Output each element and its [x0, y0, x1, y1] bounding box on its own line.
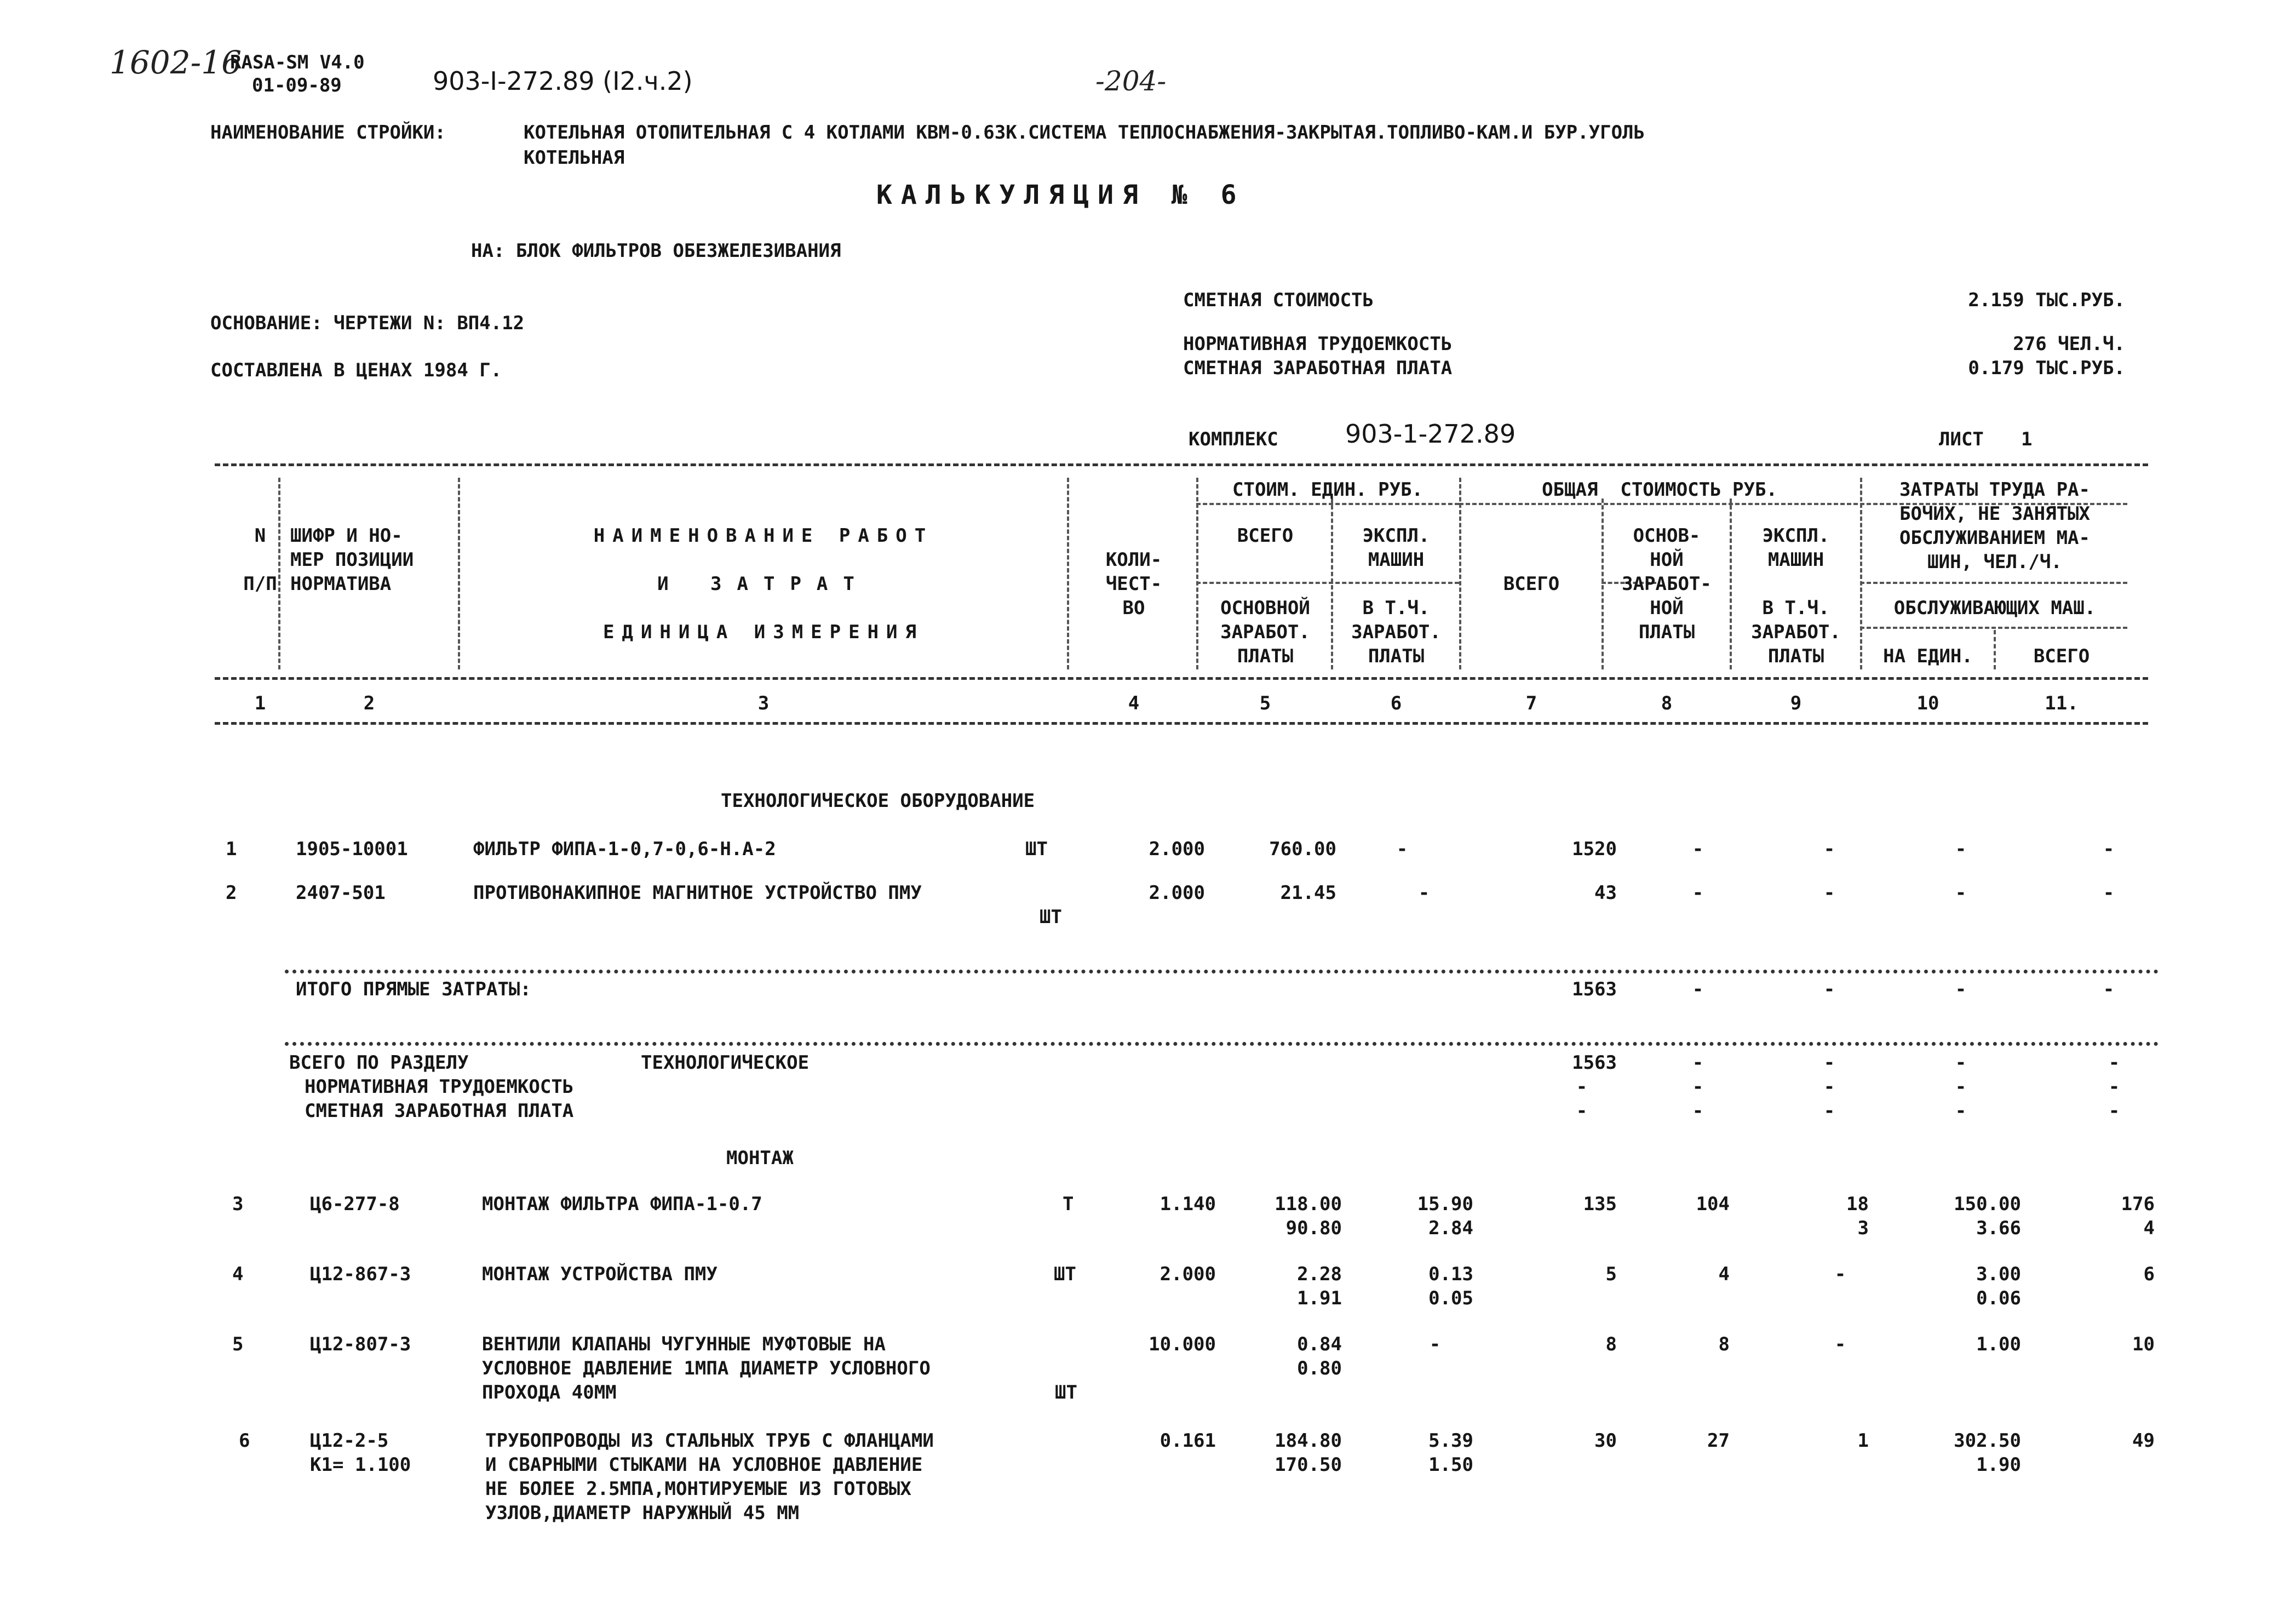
row6-c5a: 184.80 — [1275, 1430, 1342, 1452]
column-number-rule — [215, 722, 2148, 725]
row1-unit: ШТ — [1025, 838, 1048, 860]
row2-code: 2407-501 — [296, 882, 386, 904]
row3-c10b: 3.66 — [1976, 1217, 2021, 1239]
row3-c9b: 3 — [1857, 1217, 1869, 1239]
dotted-separator — [285, 1042, 2159, 1046]
table-top-rule — [215, 463, 2148, 466]
labor-row-c8: - — [1692, 1076, 1704, 1098]
table-header-rule — [215, 677, 2148, 680]
prices-year: СОСТАВЛЕНА В ЦЕНАХ 1984 Г. — [210, 359, 502, 381]
basis: ОСНОВАНИЕ: ЧЕРТЕЖИ N: ВП4.12 — [210, 312, 525, 334]
row1-qty: 2.000 — [1149, 838, 1205, 860]
row1-c8: - — [1692, 838, 1704, 860]
row1-c6: - — [1396, 838, 1408, 860]
col10-head: НА ЕДИН. — [1883, 645, 1973, 667]
wage-row-c10: - — [1955, 1100, 1967, 1122]
col-number: 2 — [363, 692, 375, 714]
row4-c9: - — [1834, 1263, 1846, 1285]
row4-c6b: 0.05 — [1428, 1287, 1473, 1309]
section-total-c10: - — [1955, 1052, 1967, 1074]
row5-unit: ШТ — [1055, 1382, 1077, 1404]
col3-head-2: И ЗАТРАТ — [657, 573, 870, 595]
col11-head: ВСЕГО — [2033, 645, 2090, 667]
col-number: 11. — [2045, 692, 2079, 714]
row3-c9a: 18 — [1846, 1193, 1869, 1215]
row4-c11: 6 — [2143, 1263, 2155, 1285]
row1-c10: - — [1955, 838, 1967, 860]
total-cost-group: ОБЩАЯ СТОИМОСТЬ РУБ. — [1542, 479, 1777, 501]
row3-c8: 104 — [1696, 1193, 1730, 1215]
col6-head-1: ЭКСПЛ. — [1362, 525, 1430, 547]
direct-total-c9: - — [1823, 978, 1835, 1000]
row1-code: 1905-10001 — [296, 838, 408, 860]
row6-n: 6 — [239, 1430, 250, 1452]
row2-c10: - — [1955, 882, 1967, 904]
row2-qty: 2.000 — [1149, 882, 1205, 904]
row1-c7: 1520 — [1572, 838, 1617, 860]
row6-c6b: 1.50 — [1428, 1454, 1473, 1476]
row5-c7: 8 — [1605, 1333, 1617, 1355]
row6-code-1: Ц12-2-5 — [310, 1430, 389, 1452]
row2-unit: ШТ — [1040, 906, 1062, 928]
row4-name: МОНТАЖ УСТРОЙСТВА ПМУ — [482, 1263, 718, 1285]
row6-c7: 30 — [1594, 1430, 1617, 1452]
labor-row-c10: - — [1955, 1076, 1967, 1098]
object-line: НА: БЛОК ФИЛЬТРОВ ОБЕЗЖЕЛЕЗИВАНИЯ — [471, 240, 841, 262]
col6-head-3: В Т.Ч. — [1362, 597, 1430, 619]
dotted-separator — [285, 970, 2159, 973]
unit-cost-group: СТОИМ. ЕДИН. РУБ. — [1232, 479, 1423, 501]
row4-c6a: 0.13 — [1428, 1263, 1473, 1285]
labor-line-label: НОРМАТИВНАЯ ТРУДОЕМКОСТЬ — [305, 1076, 574, 1098]
labor-group-3: ОБСЛУЖИВАНИЕМ МА- — [1899, 527, 2090, 549]
col4-head-2: ЧЕСТ- — [1105, 573, 1162, 595]
group-rule — [1860, 582, 2127, 584]
col-number: 10 — [1916, 692, 1939, 714]
col8-head-4: НОЙ — [1650, 597, 1684, 619]
row3-c7: 135 — [1583, 1193, 1617, 1215]
col4-head-1: КОЛИ- — [1105, 549, 1162, 571]
row3-c6b: 2.84 — [1428, 1217, 1473, 1239]
complex-value: 903-1-272.89 — [1345, 419, 1516, 449]
row1-c5: 760.00 — [1269, 838, 1336, 860]
row4-n: 4 — [232, 1263, 244, 1285]
labor-group-4: ШИН, ЧЕЛ./Ч. — [1927, 551, 2062, 573]
row6-c5b: 170.50 — [1275, 1454, 1342, 1476]
row6-c10a: 302.50 — [1954, 1430, 2021, 1452]
col-divider — [1196, 478, 1198, 669]
row6-name-3: НЕ БОЛЕЕ 2.5МПА,МОНТИРУЕМЫЕ ИЗ ГОТОВЫХ — [485, 1478, 911, 1500]
col1-head-1: N — [254, 525, 266, 547]
col-number: 5 — [1259, 692, 1271, 714]
labor-row-c9: - — [1823, 1076, 1835, 1098]
row3-code: Ц6-277-8 — [310, 1193, 400, 1215]
row5-c6: - — [1429, 1333, 1441, 1355]
section-total-name: ТЕХНОЛОГИЧЕСКОЕ — [641, 1052, 810, 1074]
row1-c11: - — [2103, 838, 2115, 860]
col-number: 4 — [1128, 692, 1140, 714]
group-rule — [1196, 503, 1459, 505]
row3-name: МОНТАЖ ФИЛЬТРА ФИПА-1-0.7 — [482, 1193, 762, 1215]
direct-total-c8: - — [1692, 978, 1704, 1000]
row4-c5a: 2.28 — [1297, 1263, 1342, 1285]
row4-unit: ШТ — [1054, 1263, 1076, 1285]
row5-code: Ц12-807-3 — [310, 1333, 411, 1355]
print-date: 01-09-89 — [252, 75, 342, 96]
wage-label: СМЕТНАЯ ЗАРАБОТНАЯ ПЛАТА — [1183, 357, 1453, 379]
program-version: RASA-SM V4.0 — [230, 51, 365, 73]
col5-head-1: ВСЕГО — [1237, 525, 1294, 547]
sheet-label: ЛИСТ — [1939, 428, 1984, 450]
col-number: 8 — [1661, 692, 1673, 714]
row5-qty: 10.000 — [1149, 1333, 1216, 1355]
row3-c5a: 118.00 — [1275, 1193, 1342, 1215]
estimate-cost-value: 2.159 ТЫС.РУБ. — [1968, 289, 2125, 311]
labor-value: 276 ЧЕЛ.Ч. — [2013, 333, 2125, 355]
col1-head-2: П/П — [243, 573, 277, 595]
direct-total-c10: - — [1955, 978, 1967, 1000]
col2-head-2: МЕР ПОЗИЦИИ — [290, 549, 414, 571]
labor-group-1: ЗАТРАТЫ ТРУДА РА- — [1899, 479, 2090, 501]
col9-head-3: В Т.Ч. — [1762, 597, 1830, 619]
row2-c11: - — [2103, 882, 2115, 904]
wage-line-label: СМЕТНАЯ ЗАРАБОТНАЯ ПЛАТА — [305, 1100, 574, 1122]
section2-title: МОНТАЖ — [726, 1147, 794, 1169]
col4-head-3: ВО — [1122, 597, 1145, 619]
row4-code: Ц12-867-3 — [310, 1263, 411, 1285]
construction-name-line2: КОТЕЛЬНАЯ — [524, 147, 625, 169]
col3-head-1: НАИМЕНОВАНИЕ РАБОТ — [593, 525, 934, 547]
row4-c7: 5 — [1605, 1263, 1617, 1285]
row5-c10: 1.00 — [1976, 1333, 2021, 1355]
wage-row-c9: - — [1823, 1100, 1835, 1122]
direct-total-c7: 1563 — [1572, 978, 1617, 1000]
row1-c9: - — [1823, 838, 1835, 860]
direct-total-label: ИТОГО ПРЯМЫЕ ЗАТРАТЫ: — [296, 978, 531, 1000]
row4-c10b: 0.06 — [1976, 1287, 2021, 1309]
col9-head-2: МАШИН — [1767, 549, 1824, 571]
col6-head-2: МАШИН — [1368, 549, 1425, 571]
col8-head-3: ЗАРАБОТ- — [1622, 573, 1712, 595]
col-number: 3 — [757, 692, 770, 714]
estimate-cost-label: СМЕТНАЯ СТОИМОСТЬ — [1183, 289, 1374, 311]
row5-n: 5 — [232, 1333, 244, 1355]
section1-title: ТЕХНОЛОГИЧЕСКОЕ ОБОРУДОВАНИЕ — [721, 790, 1035, 812]
row3-n: 3 — [232, 1193, 244, 1215]
complex-label: КОМПЛЕКС — [1189, 428, 1278, 450]
project-code: 903-I-272.89 (I2.ч.2) — [433, 66, 693, 96]
row2-c9: - — [1823, 882, 1835, 904]
section-total-c7: 1563 — [1572, 1052, 1617, 1074]
row5-c11: 10 — [2132, 1333, 2155, 1355]
handwritten-number: 1602-16 — [110, 44, 242, 81]
row6-name-1: ТРУБОПРОВОДЫ ИЗ СТАЛЬНЫХ ТРУБ С ФЛАНЦАМИ — [485, 1430, 934, 1452]
row4-qty: 2.000 — [1160, 1263, 1216, 1285]
row6-name-4: УЗЛОВ,ДИАМЕТР НАРУЖНЫЙ 45 ММ — [485, 1502, 800, 1524]
wage-value: 0.179 ТЫС.РУБ. — [1968, 357, 2125, 379]
row5-name-2: УСЛОВНОЕ ДАВЛЕНИЕ 1МПА ДИАМЕТР УСЛОВНОГО — [482, 1357, 931, 1379]
col8-head-2: НОЙ — [1650, 549, 1684, 571]
col6-head-4: ЗАРАБОТ. — [1351, 621, 1441, 643]
wage-row-c7: - — [1576, 1100, 1588, 1122]
row6-qty: 0.161 — [1160, 1430, 1216, 1452]
row2-c6: - — [1418, 882, 1430, 904]
labor-label: НОРМАТИВНАЯ ТРУДОЕМКОСТЬ — [1183, 333, 1453, 355]
row6-c8: 27 — [1707, 1430, 1730, 1452]
row1-name: ФИЛЬТР ФИПА-1-0,7-0,6-Н.А-2 — [473, 838, 776, 860]
direct-total-c11: - — [2103, 978, 2115, 1000]
col-number: 9 — [1790, 692, 1802, 714]
row6-c11: 49 — [2132, 1430, 2155, 1452]
row5-c5b: 0.80 — [1297, 1357, 1342, 1379]
page-number: -204- — [1095, 65, 1167, 97]
row5-name-1: ВЕНТИЛИ КЛАПАНЫ ЧУГУННЫЕ МУФТОВЫЕ НА — [482, 1333, 886, 1355]
row6-code-2: К1= 1.100 — [310, 1454, 411, 1476]
row2-c8: - — [1692, 882, 1704, 904]
row6-c6a: 5.39 — [1428, 1430, 1473, 1452]
row5-c9: - — [1834, 1333, 1846, 1355]
row6-c9: 1 — [1857, 1430, 1869, 1452]
section-total-c8: - — [1692, 1052, 1704, 1074]
col3-head-3: ЕДИНИЦА ИЗМЕРЕНИЯ — [603, 621, 924, 643]
col-number: 6 — [1390, 692, 1402, 714]
row6-c10b: 1.90 — [1976, 1454, 2021, 1476]
wage-row-c11: - — [2108, 1100, 2120, 1122]
col5-head-3: ЗАРАБОТ. — [1220, 621, 1310, 643]
document-title: КАЛЬКУЛЯЦИЯ № 6 — [876, 180, 1245, 210]
col-number: 1 — [254, 692, 266, 714]
col-number: 7 — [1525, 692, 1537, 714]
row3-c10a: 150.00 — [1954, 1193, 2021, 1215]
col5-head-4: ПЛАТЫ — [1237, 645, 1294, 667]
col-divider — [1067, 478, 1069, 669]
row2-n: 2 — [226, 882, 237, 904]
row3-c5b: 90.80 — [1285, 1217, 1342, 1239]
row5-c5a: 0.84 — [1297, 1333, 1342, 1355]
row4-c5b: 1.91 — [1297, 1287, 1342, 1309]
row4-c10a: 3.00 — [1976, 1263, 2021, 1285]
construction-name-line1: КОТЕЛЬНАЯ ОТОПИТЕЛЬНАЯ С 4 КОТЛАМИ КВМ-0.63К.СИСТЕМА ТЕПЛОСНАБЖЕНИЯ-ЗАКРЫТАЯ.ТОПЛИВО-КАМ.И БУР.УГОЛЬ — [524, 122, 1645, 144]
col9-head-5: ПЛАТЫ — [1767, 645, 1824, 667]
col2-head-1: ШИФР И НО- — [290, 525, 403, 547]
section-total-c9: - — [1823, 1052, 1835, 1074]
col7-head-1: ВСЕГО — [1503, 573, 1560, 595]
row6-name-2: И СВАРНЫМИ СТЫКАМИ НА УСЛОВНОЕ ДАВЛЕНИЕ — [485, 1454, 923, 1476]
row3-c6a: 15.90 — [1417, 1193, 1473, 1215]
row3-c11b: 4 — [2143, 1217, 2155, 1239]
col8-head-1: ОСНОВ- — [1633, 525, 1701, 547]
wage-row-c8: - — [1692, 1100, 1704, 1122]
row2-c7: 43 — [1594, 882, 1617, 904]
row5-name-3: ПРОХОДА 40ММ — [482, 1382, 617, 1404]
labor-group-2: БОЧИХ, НЕ ЗАНЯТЫХ — [1899, 503, 2090, 525]
row5-c8: 8 — [1718, 1333, 1730, 1355]
section-total-label: ВСЕГО ПО РАЗДЕЛУ — [289, 1052, 469, 1074]
row3-c11a: 176 — [2121, 1193, 2155, 1215]
col9-head-4: ЗАРАБОТ. — [1751, 621, 1841, 643]
col2-head-3: НОРМАТИВА — [290, 573, 392, 595]
row3-unit: Т — [1063, 1193, 1074, 1215]
row3-qty: 1.140 — [1160, 1193, 1216, 1215]
col6-head-5: ПЛАТЫ — [1368, 645, 1425, 667]
section-total-c11: - — [2108, 1052, 2120, 1074]
col8-head-5: ПЛАТЫ — [1638, 621, 1695, 643]
labor-service: ОБСЛУЖИВАЮЩИХ МАШ. — [1893, 597, 2096, 619]
construction-label: НАИМЕНОВАНИЕ СТРОЙКИ: — [210, 122, 446, 144]
group-rule — [1860, 627, 2127, 629]
col9-head-1: ЭКСПЛ. — [1762, 525, 1830, 547]
row2-c5: 21.45 — [1280, 882, 1336, 904]
group-rule — [1196, 582, 1459, 584]
row4-c8: 4 — [1718, 1263, 1730, 1285]
col5-head-2: ОСНОВНОЙ — [1220, 597, 1310, 619]
row1-n: 1 — [226, 838, 237, 860]
row2-name: ПРОТИВОНАКИПНОЕ МАГНИТНОЕ УСТРОЙСТВО ПМУ — [473, 882, 922, 904]
labor-row-c7: - — [1576, 1076, 1588, 1098]
labor-row-c11: - — [2108, 1076, 2120, 1098]
sheet-value: 1 — [2021, 428, 2033, 450]
